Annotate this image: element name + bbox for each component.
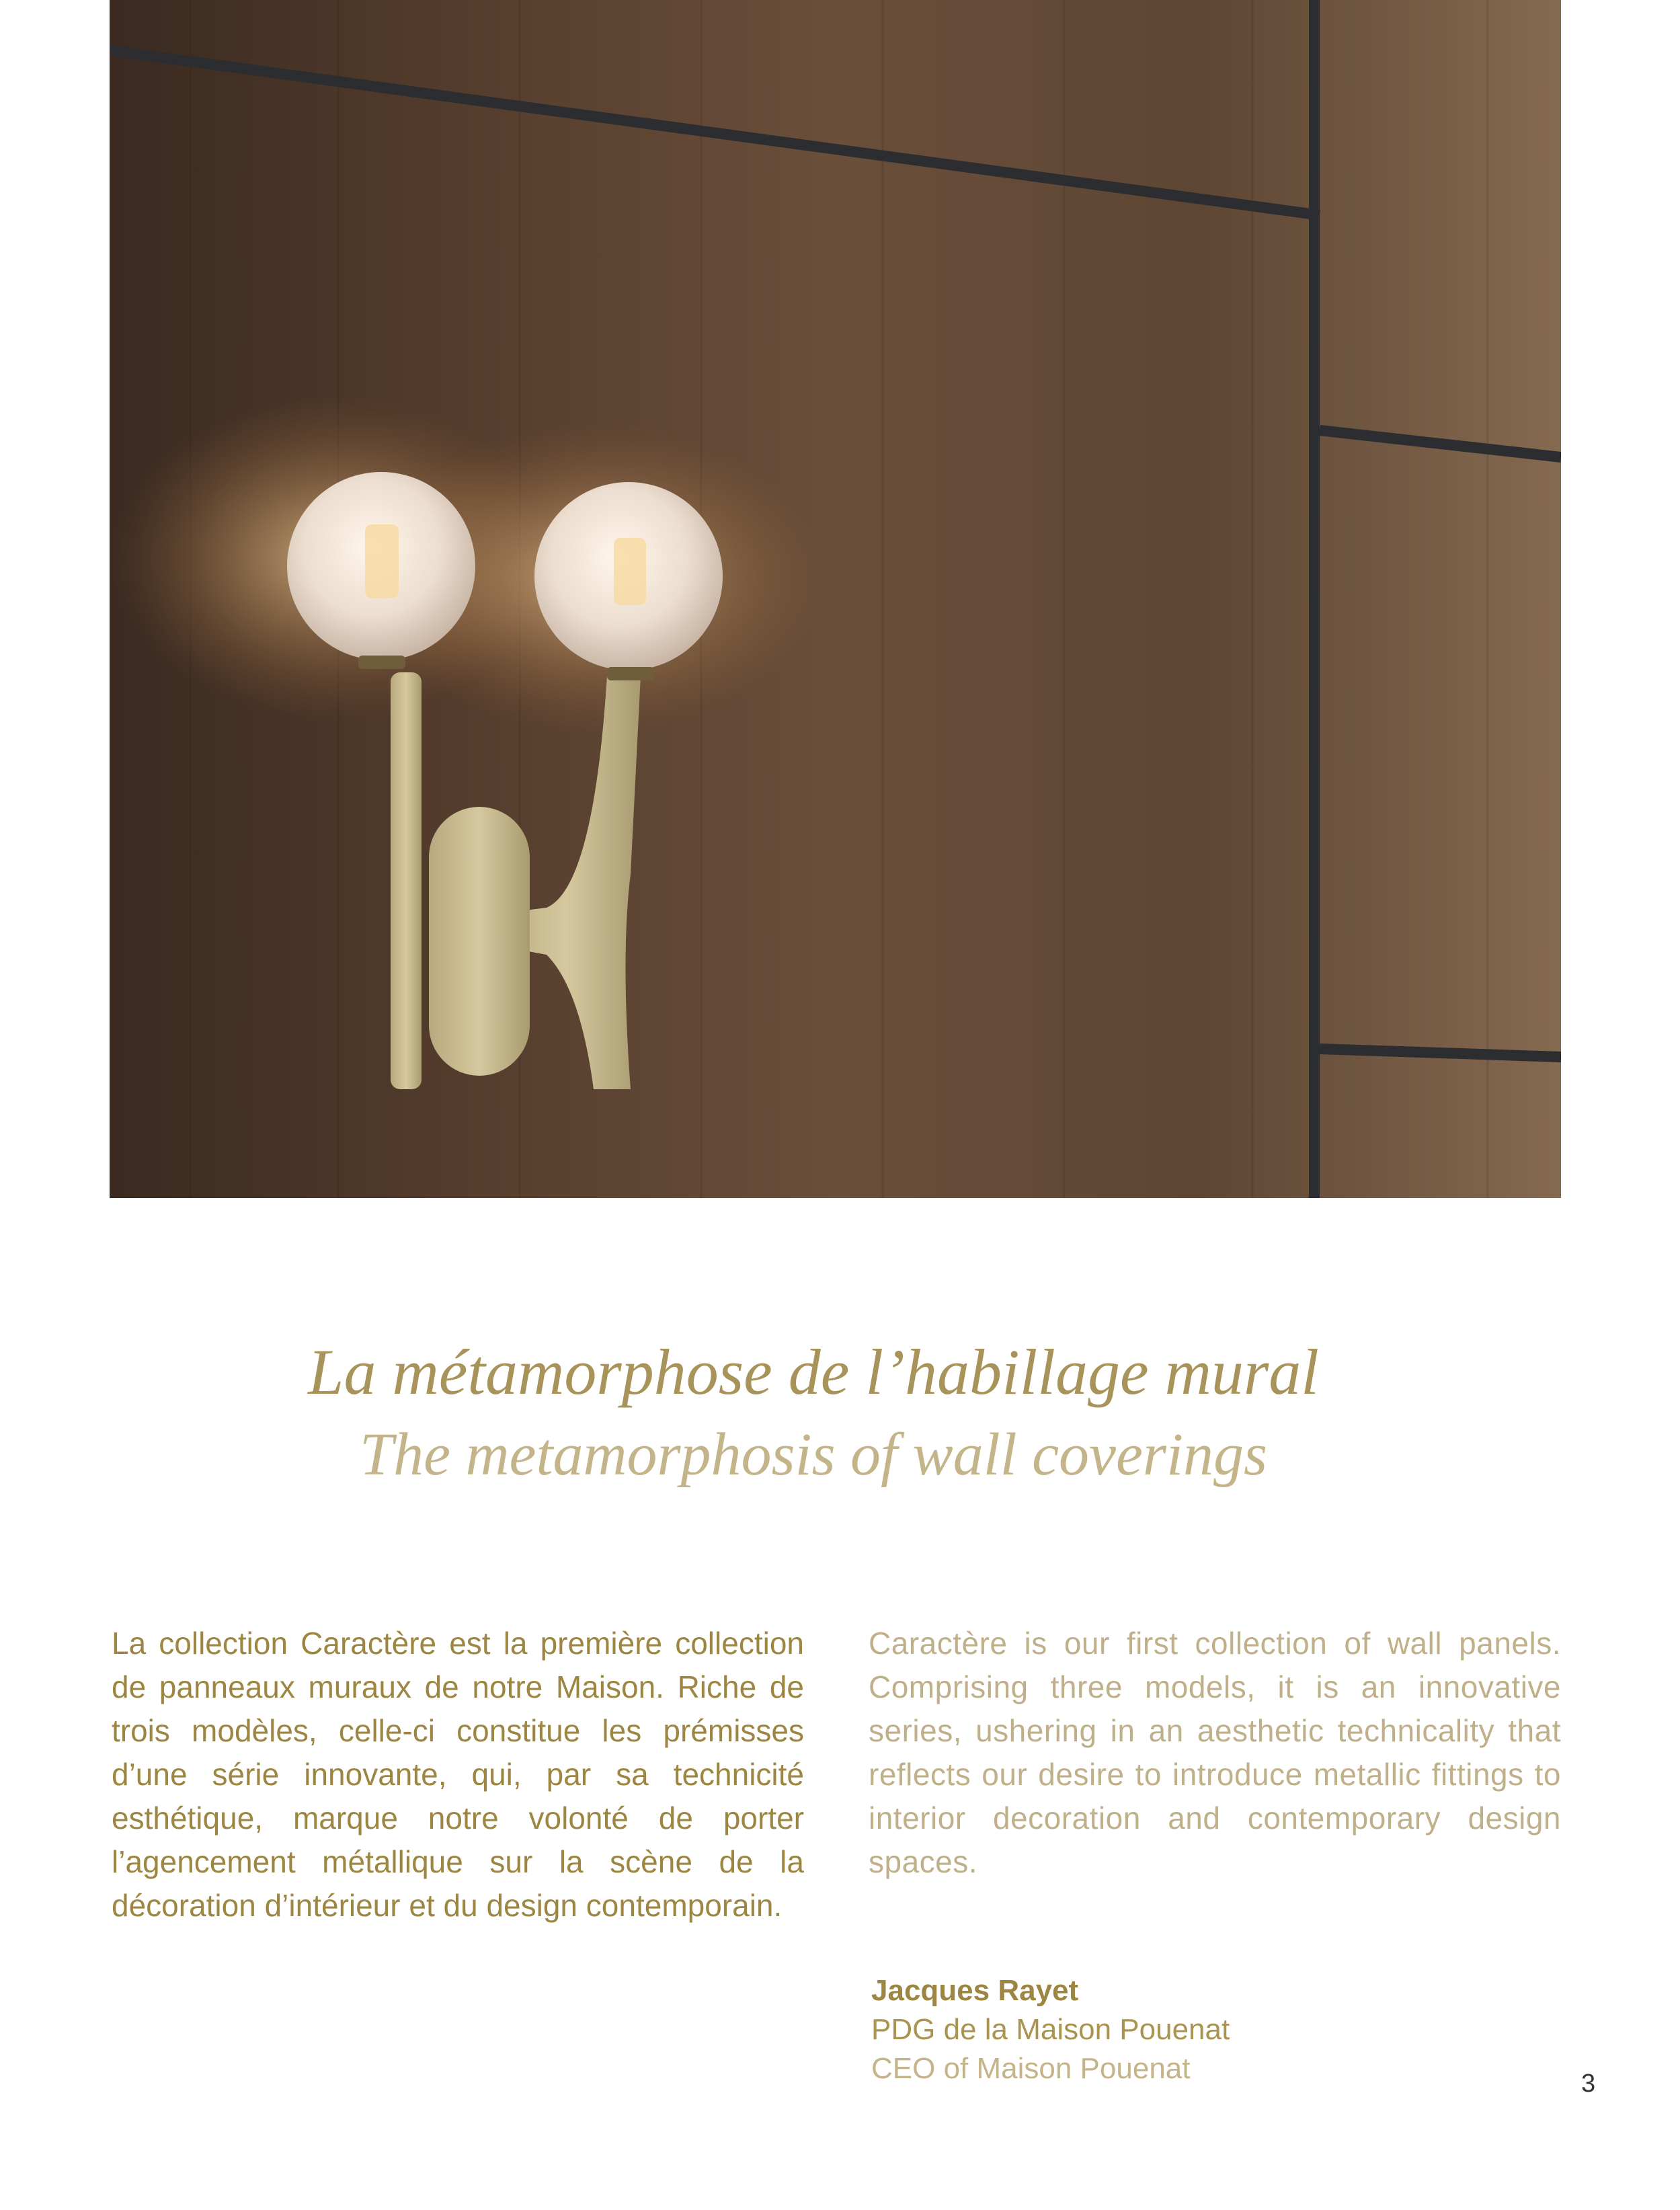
signature-role-french: PDG de la Maison Pouenat xyxy=(871,2013,1230,2046)
page-number: 3 xyxy=(1581,2069,1596,2098)
body-text-french: La collection Caractère est la première collection de panneaux muraux de notre Maison. Riche de trois modèles, celle-ci constitue les prémisses d’une série innovante, qui, par sa technicité esthétique, marque notre volonté de porter l’agencement métallique sur la scène de la décoration d’intérieur et du design contemporain. xyxy=(112,1626,804,1923)
signature-name: Jacques Rayet xyxy=(871,1974,1079,2007)
signature-role-english: CEO of Maison Pouenat xyxy=(871,2052,1191,2085)
title-french: La métamorphose de l’habillage mural xyxy=(308,1336,1319,1408)
title-english: The metamorphosis of wall coverings xyxy=(360,1421,1267,1488)
body-text-english: Caractère is our first collection of wall panels. Comprising three models, it is an innovative series, ushering in an aesthetic technicality that reflects our desire to introduce metallic fittings to interior decoration and contemporary design spaces. xyxy=(869,1626,1561,1879)
wall-sconce-illustration xyxy=(110,0,1561,1198)
hero-photo xyxy=(110,0,1561,1198)
signature-block xyxy=(871,1971,1230,2088)
